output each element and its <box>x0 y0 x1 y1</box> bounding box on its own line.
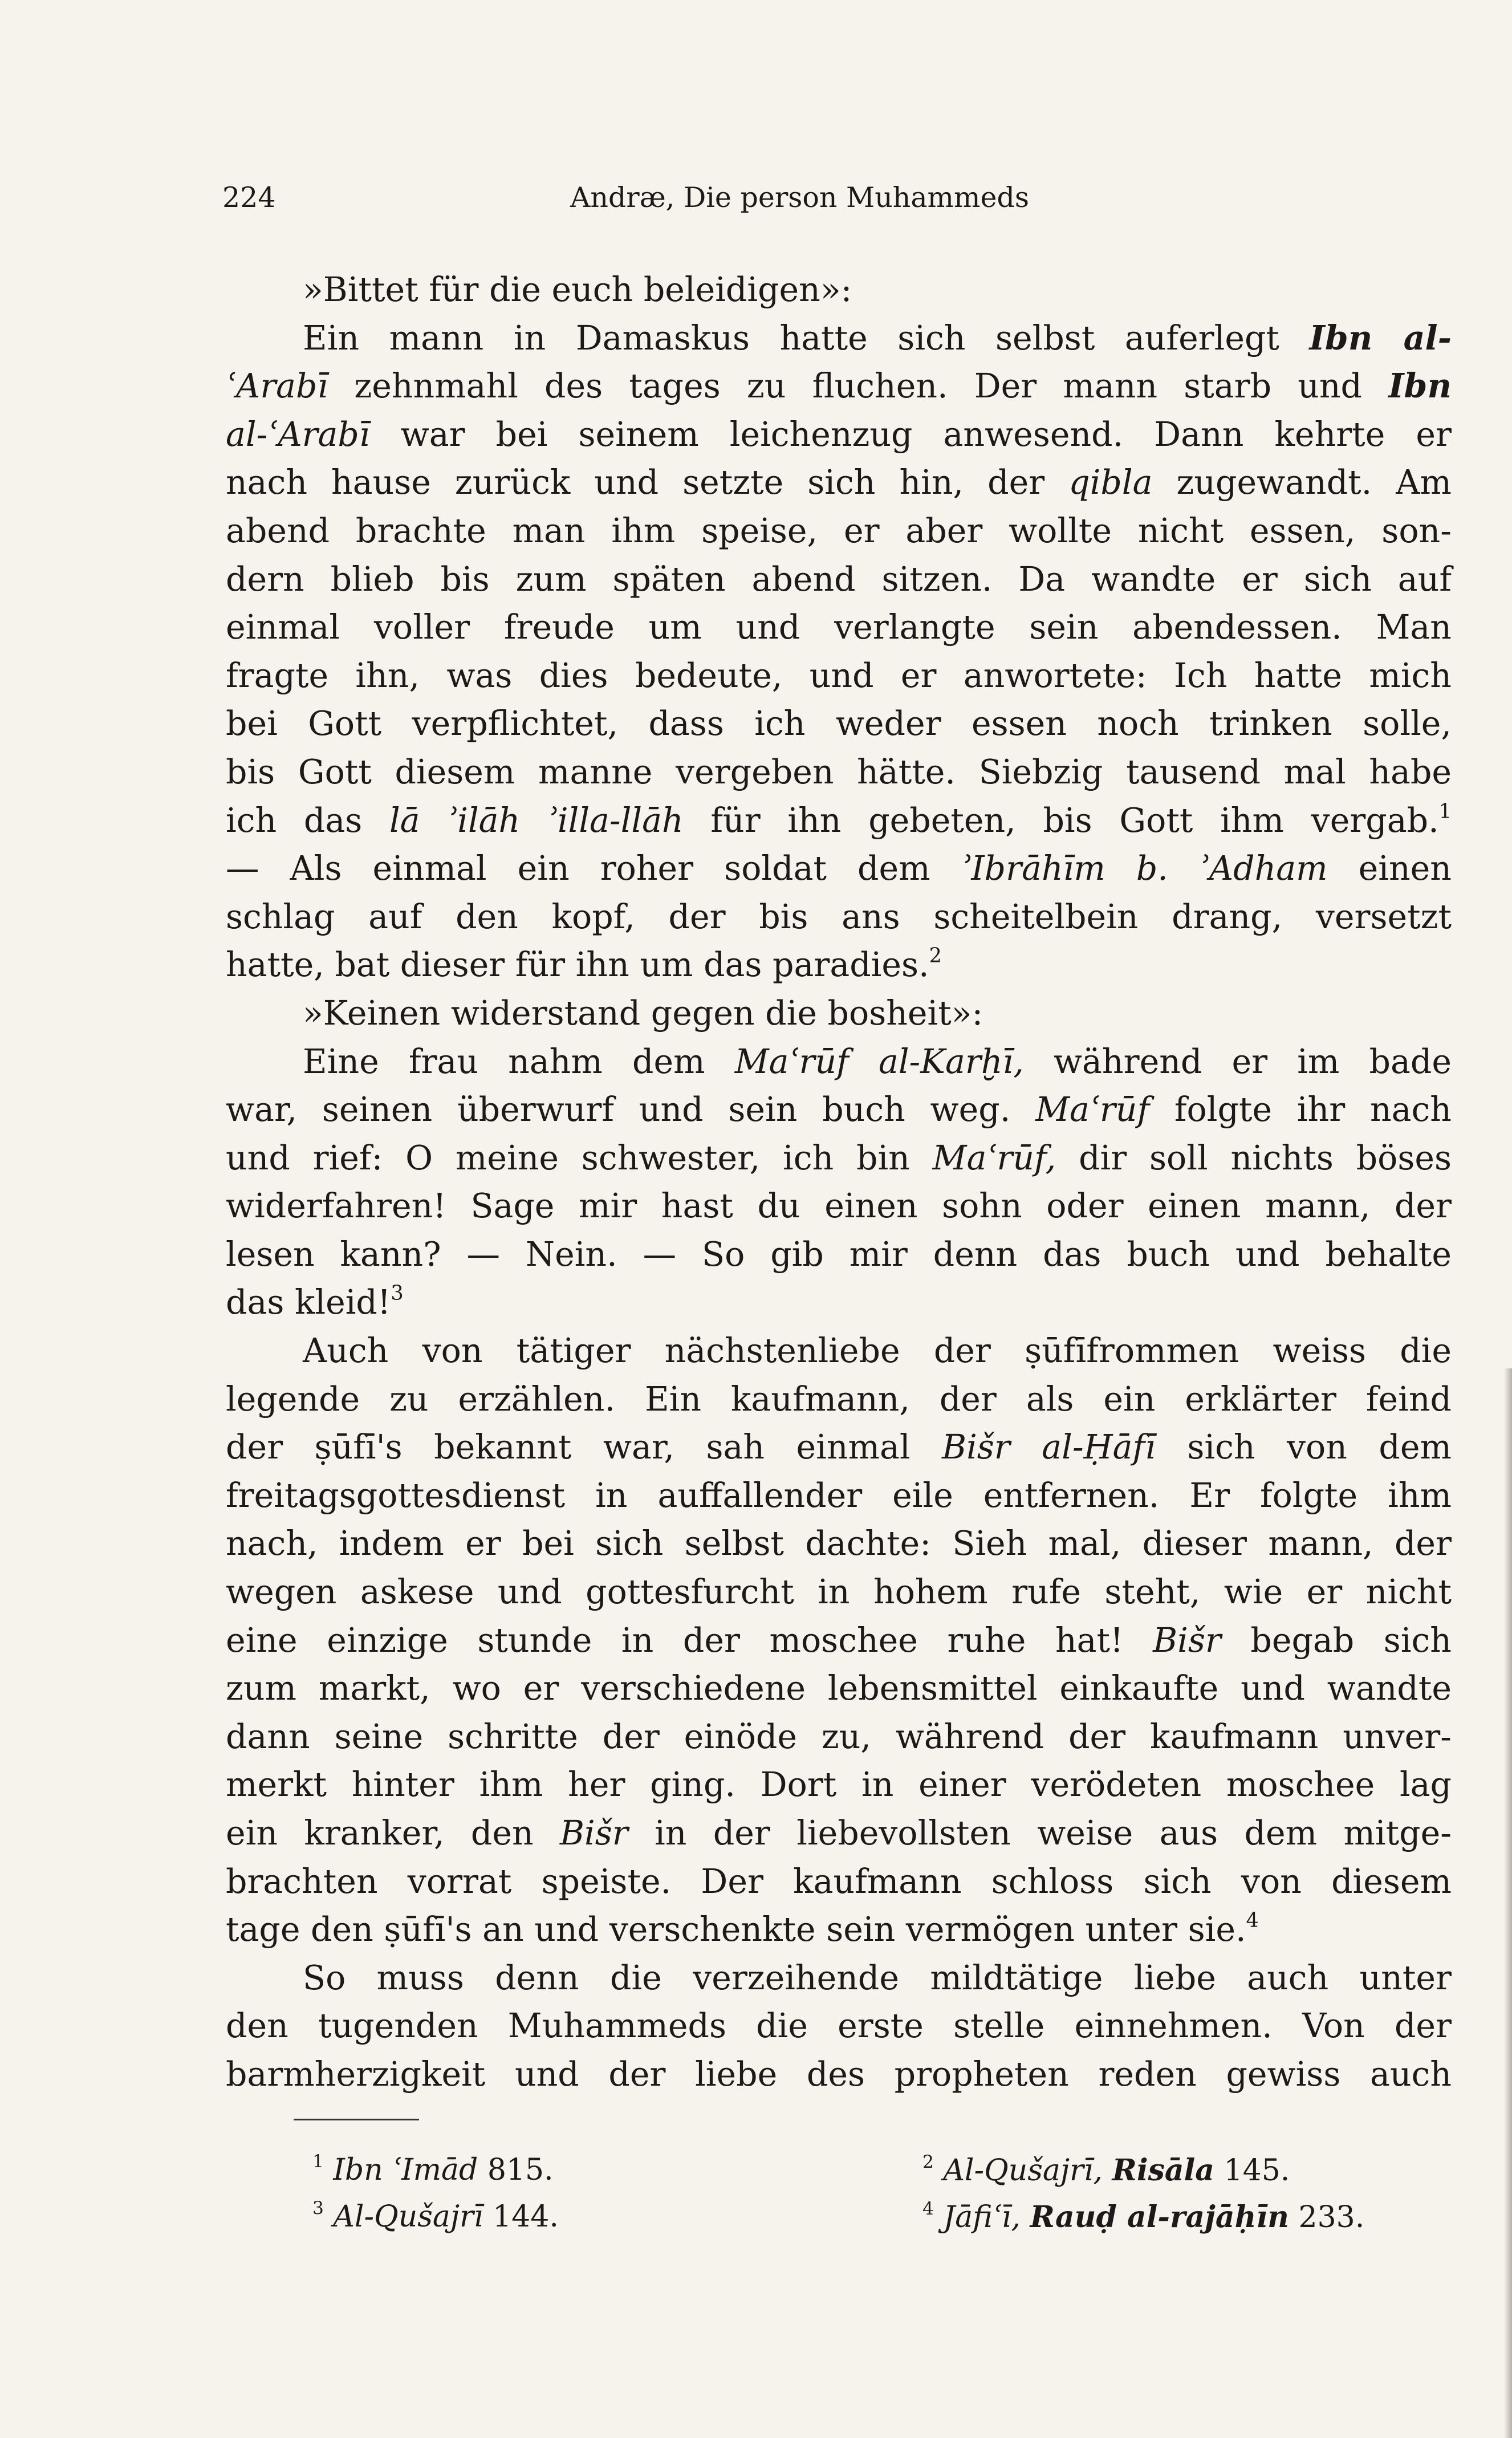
footnote-3: $^3$ Al-Qušajrī 144. <box>312 2198 559 2234</box>
text-line: Auch von tätiger nächstenliebe der ṣūfīfrommen weiss die <box>303 1331 1452 1371</box>
page-edge-shadow <box>1504 1368 1512 2438</box>
text-line: barmherzigkeit und der liebe des propheten reden gewiss auch <box>226 2054 1452 2094</box>
footnote-ref: 1 <box>1438 799 1452 823</box>
text-line: bei Gott verpflichtet, dass ich weder essen noch trinken solle, <box>226 704 1452 743</box>
text-line: legende zu erzählen. Ein kaufmann, der als ein erklärter feind <box>226 1379 1452 1419</box>
page-number: 224 <box>222 181 276 214</box>
footnote-4: $^4$ Jāfiʿī, Rauḍ al-rajāḥīn 233. <box>922 2199 1365 2234</box>
text-line: Ein mann in Damaskus hatte sich selbst auferlegt Ibn al- <box>303 318 1452 357</box>
body-text <box>226 266 1452 2099</box>
text-line: nach hause zurück und setzte sich hin, der qibla zugewandt. Am <box>226 463 1452 502</box>
text-line: wegen askese und gottesfurcht in hohem rufe steht, wie er nicht <box>226 1572 1452 1612</box>
text-line: den tugenden Muhammeds die erste stelle einnehmen. Von der <box>226 2006 1452 2046</box>
footnote-ref: 2 <box>929 944 942 968</box>
footnote-divider <box>294 2119 419 2120</box>
text-line: der ṣūfī's bekannt war, sah einmal Bišr al-Ḥāfī sich von dem <box>226 1428 1452 1467</box>
text-line: hatte, bat dieser für ihn um das paradies.$^2$ <box>226 944 942 985</box>
text-line: ein kranker, den Bišr in der liebevollsten weise aus dem mitge- <box>226 1814 1452 1852</box>
text-line: »Bittet für die euch beleidigen»: <box>303 270 852 309</box>
text-line: abend brachte man ihm speise, er aber wollte nicht essen, son- <box>226 511 1452 550</box>
page-header <box>222 181 1112 221</box>
text-line: — Als einmal ein roher soldat dem ʾIbrāhīm b. ʾAdham einen <box>226 849 1452 888</box>
text-line: brachten vorrat speiste. Der kaufmann schloss sich von diesem <box>226 1862 1452 1901</box>
text-line: ich das lā ʾilāh ʾilla-llāh für ihn gebeten, bis Gott ihm vergab.$^1$ <box>226 799 1452 840</box>
text-line: lesen kann? — Nein. — So gib mir denn das buch und behalte <box>226 1234 1452 1274</box>
footnote-2: $^2$ Al-Qušajrī, Risāla 145. <box>922 2152 1290 2188</box>
text-line: al-ʿArabī war bei seinem leichenzug anwesend. Dann kehrte er <box>226 415 1452 454</box>
text-line: ʿArabī zehnmahl des tages zu fluchen. Der mann starb und Ibn <box>226 366 1452 406</box>
text-line: zum markt, wo er verschiedene lebensmittel einkaufte und wandte <box>226 1669 1452 1708</box>
text-line: das kleid!$^3$ <box>226 1281 404 1322</box>
text-line: bis Gott diesem manne vergeben hätte. Siebzig tausend mal habe <box>226 752 1452 791</box>
text-line: eine einzige stunde in der moschee ruhe hat! Bišr begab sich <box>226 1620 1452 1660</box>
text-line: nach, indem er bei sich selbst dachte: Sieh mal, dieser mann, der <box>226 1524 1452 1563</box>
text-line: dern blieb bis zum späten abend sitzen. Da wandte er sich auf <box>226 559 1452 599</box>
text-line: schlag auf den kopf, der bis ans scheitelbein drang, versetzt <box>226 897 1452 936</box>
text-line: widerfahren! Sage mir hast du einen sohn oder einen mann, der <box>226 1187 1452 1226</box>
footnote-ref: 4 <box>1246 1908 1259 1932</box>
text-line: fragte ihn, was dies bedeute, und er anwortete: Ich hatte mich <box>226 656 1452 695</box>
text-line: tage den ṣūfī's an und verschenkte sein vermögen unter sie.$^4$ <box>226 1908 1259 1949</box>
text-line: merkt hinter ihm her ging. Dort in einer verödeten moschee lag <box>226 1765 1452 1805</box>
running-title: Andræ, Die person Muhammeds <box>570 181 1029 214</box>
text-line: und rief: O meine schwester, ich bin Maʿrūf, dir soll nichts böses <box>226 1138 1452 1177</box>
text-line: war, seinen überwurf und sein buch weg. Maʿrūf folgte ihr nach <box>226 1090 1452 1129</box>
text-line: einmal voller freude um und verlangte sein abendessen. Man <box>226 608 1452 647</box>
footnote-ref: 3 <box>391 1281 404 1305</box>
text-line: So muss denn die verzeihende mildtätige liebe auch unter <box>303 1958 1452 1997</box>
text-line: dann seine schritte der einöde zu, während der kaufmann unver- <box>226 1717 1452 1756</box>
text-line: Eine frau nahm dem Maʿrūf al-Karḫī, während er im bade <box>303 1042 1452 1081</box>
text-line: »Keinen widerstand gegen die bosheit»: <box>303 993 983 1033</box>
footnote-1: $^1$ Ibn ʿImād 815. <box>312 2151 554 2187</box>
text-line: freitagsgottesdienst in auffallender eile entfernen. Er folgte ihm <box>226 1476 1452 1515</box>
